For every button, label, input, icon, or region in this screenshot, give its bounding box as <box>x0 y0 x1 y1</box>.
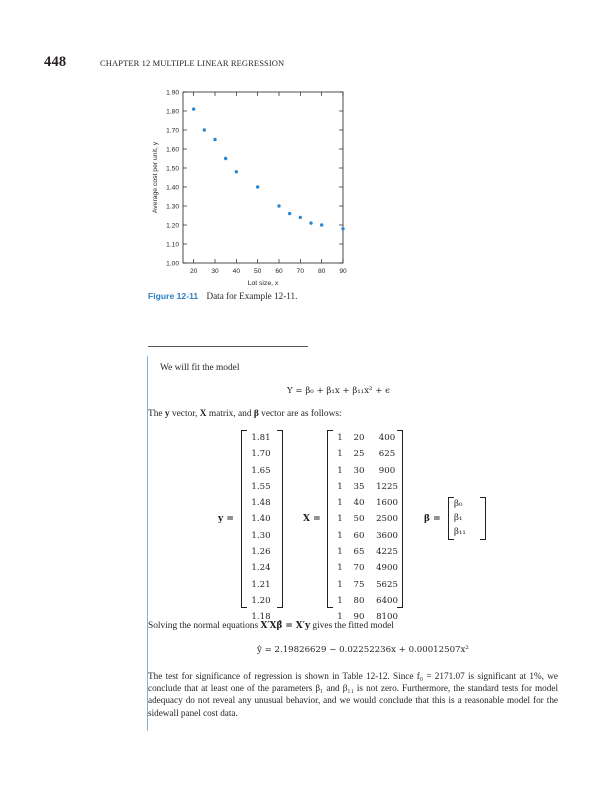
figure-caption-text: Data for Example 12-11. <box>206 291 298 301</box>
y-vector-entry: 1.30 <box>251 530 271 541</box>
scatter-chart <box>0 0 609 300</box>
beta-vector-entry: β₁₁ <box>454 527 466 537</box>
y-axis-label: Average cost per unit, y <box>152 141 159 214</box>
x-tick-label: 20 <box>189 268 198 275</box>
y-vector-label: y = <box>218 514 234 524</box>
X-matrix-col2 <box>348 430 370 626</box>
vectors-sentence <box>148 408 342 421</box>
X-col3-entry: 6400 <box>376 595 398 606</box>
y-vector-entry: 1.26 <box>251 547 271 558</box>
X-col1-entry: 1 <box>337 514 343 525</box>
X-col2-entry: 30 <box>353 465 365 476</box>
data-point <box>288 212 291 215</box>
normal-equation: X′Xβ̂ = X′y <box>260 621 311 631</box>
X-col1-entry: 1 <box>337 579 343 590</box>
y-vector-entry: 1.24 <box>251 563 271 574</box>
X-col2-entry: 75 <box>353 579 365 590</box>
normal-post-text: gives the fitted model <box>310 621 394 631</box>
beta-vector-entry: β₀ <box>454 499 463 509</box>
y-vector-entry: 1.65 <box>251 465 271 476</box>
data-point <box>309 221 312 224</box>
y-tick-label: 1.20 <box>166 222 179 230</box>
data-point <box>235 170 238 173</box>
data-point <box>224 157 227 160</box>
data-point <box>320 223 323 226</box>
X-col2-entry: 70 <box>353 563 365 574</box>
X-col2-entry: 65 <box>353 547 365 558</box>
X-col3-entry: 8100 <box>376 612 398 623</box>
data-point <box>203 128 206 131</box>
X-col2-entry: 25 <box>353 449 365 460</box>
X-col1-entry: 1 <box>337 433 343 443</box>
vectors-X-text: X <box>199 409 207 419</box>
X-col1-entry: 1 <box>337 595 343 606</box>
y-tick-label: 1.60 <box>166 146 179 154</box>
data-point <box>299 216 302 219</box>
y-vector-entry: 1.48 <box>251 498 271 509</box>
x-axis-label: Lot size, x <box>247 280 279 287</box>
X-matrix-col1 <box>333 430 347 626</box>
y-vector-entry: 1.20 <box>251 595 271 606</box>
y-vector <box>244 430 278 626</box>
normal-pre-text: Solving the normal equations <box>148 621 261 631</box>
y-vector-entry: 1.18 <box>251 612 271 623</box>
y-tick-label: 1.70 <box>166 127 179 135</box>
y-tick-label: 1.30 <box>166 203 179 211</box>
X-col3-entry: 4900 <box>376 563 398 574</box>
x-tick-label: 70 <box>296 268 305 275</box>
figure-caption <box>148 291 297 301</box>
X-col2-entry: 20 <box>353 433 365 443</box>
y-tick-label: 1.50 <box>166 165 179 173</box>
section-rule <box>148 346 308 347</box>
y-tick-label: 1.40 <box>166 184 179 192</box>
X-col1-entry: 1 <box>337 612 343 623</box>
X-col1-entry: 1 <box>337 498 343 509</box>
chapter-title: CHAPTER 12 MULTIPLE LINEAR REGRESSION <box>100 58 285 68</box>
X-col3-entry: 2500 <box>376 514 398 525</box>
y-vector-entry: 1.21 <box>251 579 271 590</box>
y-tick-label: 1.80 <box>166 108 179 116</box>
x-tick-label: 60 <box>275 268 283 275</box>
beta-right-bracket <box>480 497 486 540</box>
y-tick-label: 1.00 <box>166 260 179 268</box>
data-point <box>192 107 195 110</box>
X-col1-entry: 1 <box>337 449 343 460</box>
x-tick-label: 40 <box>232 268 241 275</box>
x-tick-label: 90 <box>339 268 347 275</box>
figure-label: Figure 12-11 <box>148 291 199 301</box>
plot-frame <box>183 92 343 263</box>
vectors-y-text: y <box>164 409 170 419</box>
X-col2-entry: 35 <box>353 481 365 492</box>
vectors-beta-text: β <box>253 409 259 419</box>
intro-text: We will fit the model <box>160 363 240 373</box>
X-right-bracket <box>397 430 403 608</box>
X-col2-entry: 60 <box>353 530 365 541</box>
model-equation: Y = β₀ + β₁x + β₁₁x² + ϵ <box>287 386 390 396</box>
x-tick-label: 50 <box>253 268 262 275</box>
normal-equations-sentence <box>148 620 394 633</box>
fitted-model-equation: ŷ = 2.19826629 − 0.0225223​6x + 0.00012507x² <box>257 645 469 655</box>
X-col3-entry: 400 <box>378 433 396 443</box>
x-tick-label: 80 <box>317 268 326 275</box>
vectors-mid2-text: matrix, and <box>206 409 254 419</box>
beta-vector-entry: β₁ <box>454 513 463 523</box>
data-point <box>213 138 216 141</box>
X-col2-entry: 80 <box>353 595 365 606</box>
X-col2-entry: 50 <box>353 514 365 525</box>
data-point <box>277 204 280 207</box>
X-col1-entry: 1 <box>337 465 343 476</box>
page-number: 448 <box>44 54 67 70</box>
y-tick-label: 1.90 <box>166 89 179 97</box>
X-col3-entry: 3600 <box>376 530 398 541</box>
conclusion-paragraph: The test for significance of regression is shown in Table 12-12. Since f₀ = 2171.07 is significant at 1%, we conclude that at least one of the parameters β₁ and β₁₁ is not zero. Furthermore, the standard tests for model adequacy do not reveal any unusual behavior, and we would conclude that this is a reasonable model for the sidewall panel cost data. <box>148 671 558 718</box>
beta-vector-label: β = <box>424 514 441 524</box>
vectors-pre-text: The <box>148 409 165 419</box>
X-col3-entry: 625 <box>378 449 396 460</box>
y-tick-label: 1.10 <box>166 241 179 249</box>
y-vector-entry: 1.40 <box>251 514 271 525</box>
X-col3-entry: 4225 <box>376 547 398 558</box>
X-col3-entry: 1225 <box>376 481 398 492</box>
y-right-bracket <box>277 430 283 608</box>
X-col1-entry: 1 <box>337 563 343 574</box>
X-col1-entry: 1 <box>337 481 343 492</box>
X-col2-entry: 90 <box>353 612 365 623</box>
y-vector-entry: 1.70 <box>251 449 271 460</box>
vectors-post-text: vector are as follows: <box>258 409 342 419</box>
x-tick-label: 30 <box>211 268 219 275</box>
vectors-mid1-text: vector, <box>169 409 200 419</box>
X-col3-entry: 1600 <box>376 498 398 509</box>
X-col1-entry: 1 <box>337 547 343 558</box>
X-col3-entry: 900 <box>378 465 396 476</box>
X-col3-entry: 5625 <box>376 579 398 590</box>
X-col2-entry: 40 <box>353 498 365 509</box>
data-point <box>256 185 259 188</box>
X-col1-entry: 1 <box>337 530 343 541</box>
data-point <box>341 227 344 230</box>
y-vector-entry: 1.55 <box>251 481 271 492</box>
y-vector-entry: 1.81 <box>251 433 271 443</box>
X-matrix-label: X = <box>303 514 321 524</box>
